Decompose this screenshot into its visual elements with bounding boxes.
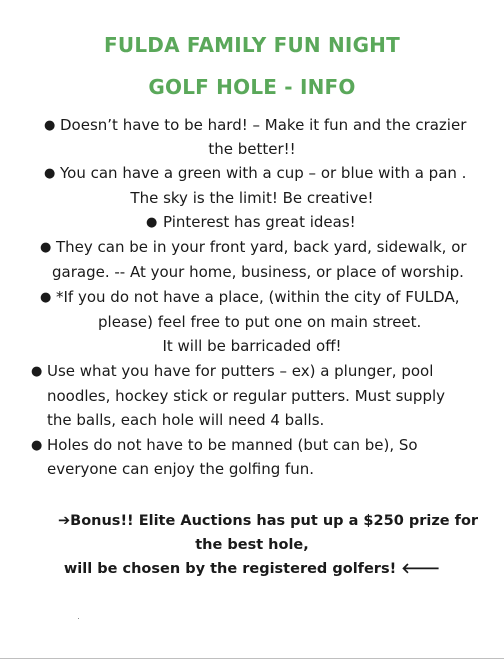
bullet-icon: ● bbox=[44, 166, 56, 181]
page-subtitle: GOLF HOLE - INFO bbox=[148, 75, 356, 99]
bullet-icon: ● bbox=[40, 290, 52, 305]
page-bottom-border bbox=[0, 658, 504, 659]
list-item-line: It will be barricaded off! bbox=[162, 337, 342, 355]
list-item-line: The sky is the limit! Be creative! bbox=[130, 189, 374, 207]
list-item-line: Holes do not have to be manned (but can be), So bbox=[47, 436, 418, 454]
list-item-line: *If you do not have a place, (within the city of FULDA, bbox=[56, 288, 460, 306]
bullet-icon: ● bbox=[40, 240, 52, 255]
page-title: FULDA FAMILY FUN NIGHT bbox=[104, 33, 400, 57]
list-item-line: noodles, hockey stick or regular putters. Must supply bbox=[47, 387, 446, 405]
list-item-line: Doesn’t have to be hard! – Make it fun and the crazier bbox=[60, 116, 467, 134]
bullet-icon: ● bbox=[146, 215, 158, 230]
list-item-line: everyone can enjoy the golfing fun. bbox=[47, 460, 315, 478]
bullet-icon: ● bbox=[31, 364, 43, 379]
list-item-line: the balls, each hole will need 4 balls. bbox=[47, 411, 325, 429]
bonus-line: the best hole, bbox=[195, 537, 309, 553]
bullet-icon: ● bbox=[44, 118, 56, 133]
list-item-line: You can have a green with a cup – or blue with a pan . bbox=[60, 164, 467, 182]
list-item-line: They can be in your front yard, back yard, sidewalk, or bbox=[56, 238, 467, 256]
bonus-line: ➔Bonus!! Elite Auctions has put up a $250 prize for bbox=[58, 513, 479, 529]
list-item-line: Use what you have for putters – ex) a plunger, pool bbox=[47, 362, 434, 380]
list-item-line: the better!! bbox=[208, 140, 296, 158]
list-item-line: garage. -- At your home, business, or place of worship. bbox=[52, 263, 464, 281]
bullet-icon: ● bbox=[31, 438, 43, 453]
speck bbox=[78, 618, 79, 619]
list-item-line: Pinterest has great ideas! bbox=[163, 213, 356, 231]
bonus-line: will be chosen by the registered golfers! 🡐 bbox=[63, 561, 441, 577]
list-item-line: please) feel free to put one on main street. bbox=[98, 313, 422, 331]
